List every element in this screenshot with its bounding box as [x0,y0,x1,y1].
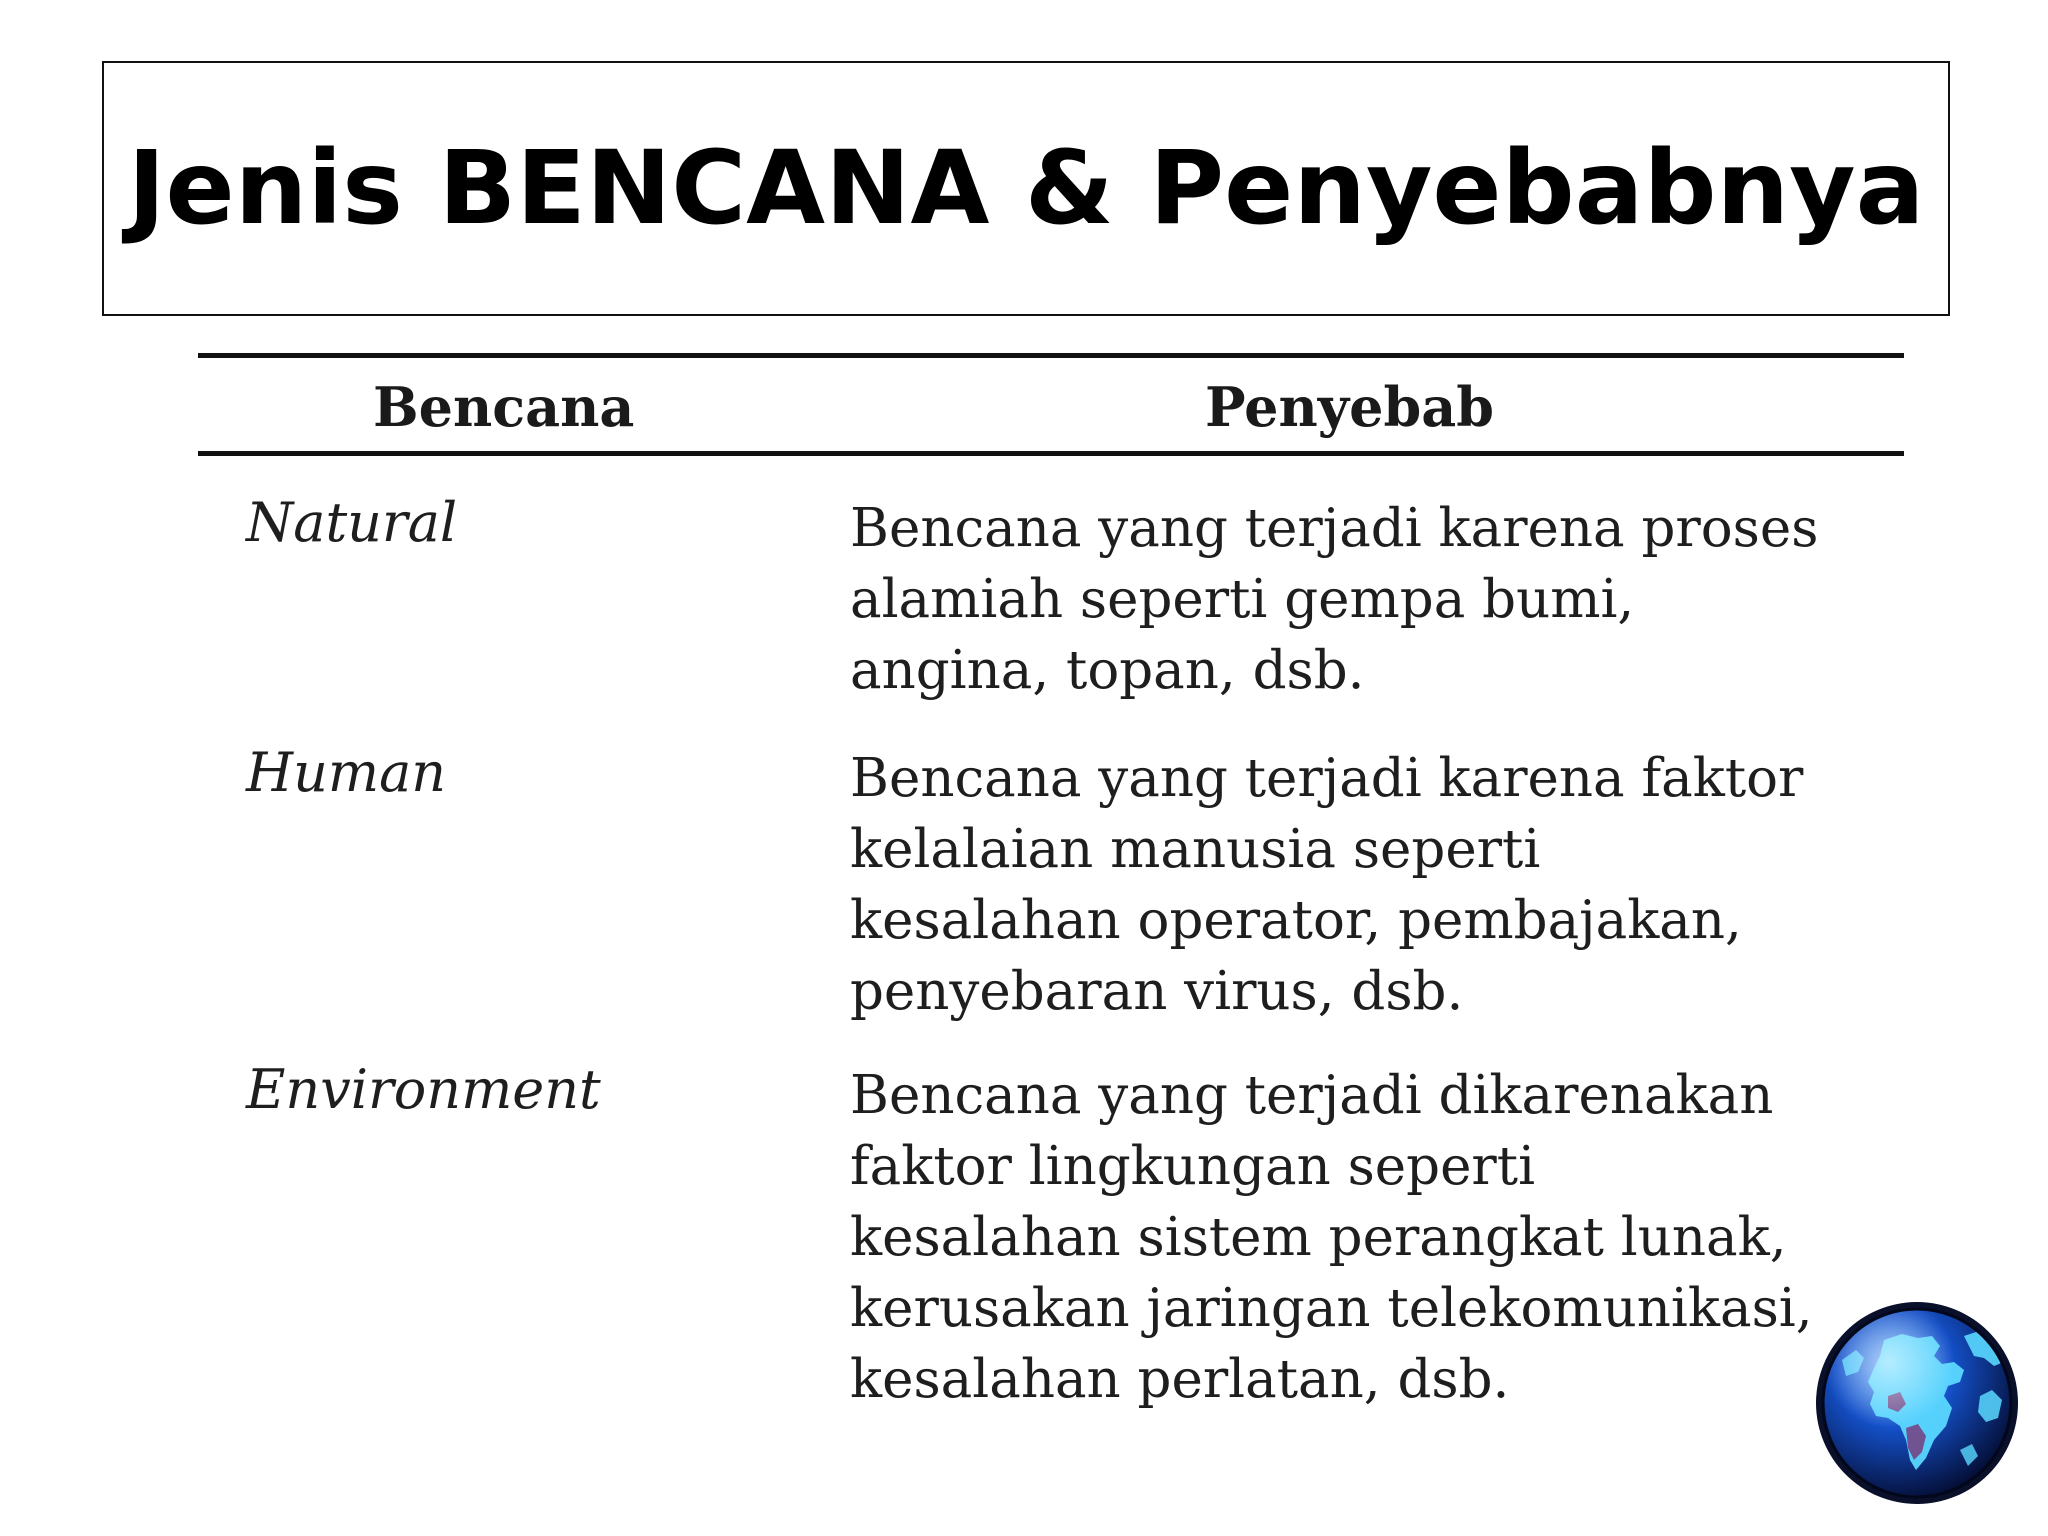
disaster-cause [850,493,1900,706]
disaster-cause [850,1060,1900,1415]
cause-line: kerusakan jaringan telekomunikasi, [850,1278,1813,1339]
table-header-rule [198,451,1904,456]
cause-line: penyebaran virus, dsb. [850,961,1464,1022]
cause-line: kesalahan perlatan, dsb. [850,1349,1510,1410]
disaster-cause [850,743,1900,1027]
cause-line: kesalahan operator, pembajakan, [850,890,1742,951]
header-bencana: Bencana [373,375,635,439]
disaster-type: Natural [246,491,458,554]
disaster-type: Environment [246,1058,601,1121]
cause-line: Bencana yang terjadi dikarenakan [850,1065,1774,1126]
cause-line: Bencana yang terjadi karena faktor [850,748,1804,809]
globe-icon [1814,1300,2020,1506]
cause-line: Bencana yang terjadi karena proses [850,498,1819,559]
title-box [102,61,1950,316]
header-penyebab: Penyebab [1205,375,1495,439]
slide-title: Jenis BENCANA & Penyebabnya [127,128,1925,248]
cause-line: kelalaian manusia seperti [850,819,1541,880]
cause-line: alamiah seperti gempa bumi, [850,569,1635,630]
cause-line: kesalahan sistem perangkat lunak, [850,1207,1787,1268]
cause-line: faktor lingkungan seperti [850,1136,1536,1197]
cause-line: angina, topan, dsb. [850,640,1365,701]
disaster-type: Human [246,741,447,804]
table-header-row [198,358,1904,451]
